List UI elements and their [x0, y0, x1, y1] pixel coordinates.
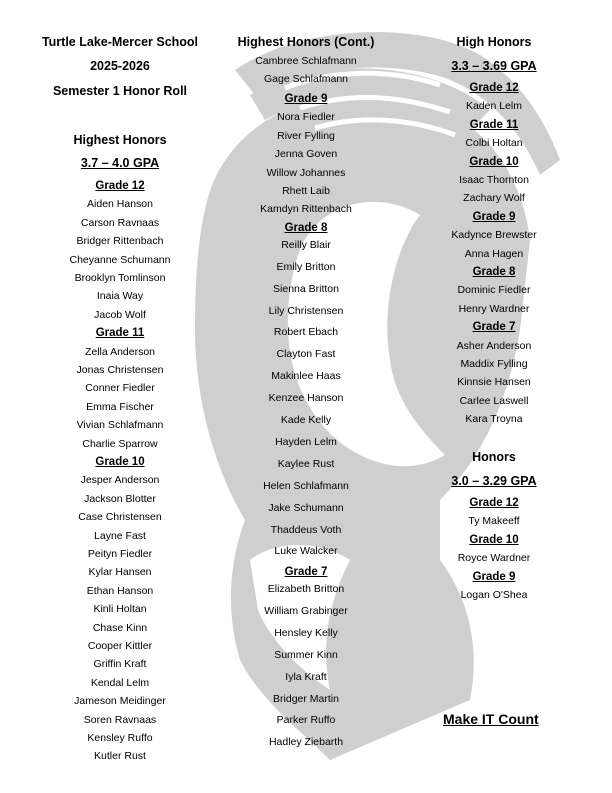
- student-name: Henry Wardner: [458, 302, 530, 315]
- student-name: Jackson Blotter: [84, 492, 156, 505]
- grade-label: Grade 12: [469, 497, 519, 509]
- student-name: Jacob Wolf: [94, 308, 146, 321]
- grade-label: Grade 10: [469, 155, 519, 168]
- grade-label: Grade 7: [472, 321, 516, 334]
- student-name: Emily Britton: [276, 260, 336, 273]
- student-name: Hadley Ziebarth: [268, 736, 344, 749]
- student-name: Maddix Fylling: [460, 358, 528, 370]
- slogan: Make IT Count: [443, 711, 539, 727]
- student-name: Robert Ebach: [273, 326, 339, 339]
- student-name: Kaden Lelm: [465, 100, 523, 113]
- student-name: Asher Anderson: [456, 339, 532, 352]
- grade-label: Grade 11: [469, 118, 519, 131]
- student-name: Elizabeth Britton: [267, 583, 345, 595]
- student-name: Brooklyn Tomlinson: [74, 272, 166, 284]
- student-name: Aiden Hanson: [87, 198, 153, 211]
- student-name: Case Christensen: [78, 511, 162, 524]
- student-name: Bridger Martin: [273, 692, 339, 705]
- student-name: Kara Troyna: [465, 413, 523, 426]
- student-name: Luke Walcker: [274, 545, 338, 558]
- student-name: Lily Christensen: [268, 304, 344, 317]
- student-name: Kaylee Rust: [277, 457, 335, 470]
- student-name: Carson Ravnaas: [80, 216, 160, 229]
- student-name: Layne Fast: [94, 529, 146, 542]
- student-name: Kensley Ruffo: [87, 732, 153, 744]
- section-heading: Highest Honors: [73, 133, 167, 147]
- student-name: Kinnsie Hansen: [457, 376, 531, 389]
- student-name: Kendal Lelm: [90, 676, 150, 689]
- student-name: Isaac Thornton: [459, 174, 529, 186]
- grade-label: Grade 12: [95, 180, 145, 192]
- student-name: Royce Wardner: [457, 552, 531, 565]
- student-name: Conner Fiedler: [85, 382, 155, 395]
- section-heading: Highest Honors (Cont.): [237, 35, 375, 49]
- student-name: Peityn Fiedler: [87, 548, 153, 560]
- student-name: Charlie Sparrow: [82, 437, 158, 450]
- grade-label: Grade 12: [469, 82, 519, 94]
- student-name: Willow Johannes: [266, 166, 346, 179]
- student-name: Sienna Britton: [273, 282, 339, 295]
- student-name: Jameson Meidinger: [74, 695, 166, 708]
- student-name: Iyla Kraft: [285, 670, 327, 683]
- student-name: Vivian Schlafmann: [76, 419, 164, 432]
- student-name: Dominic Fiedler: [457, 284, 531, 297]
- student-name: Ty Makeeff: [468, 515, 520, 528]
- student-name: Kamdyn Rittenbach: [260, 203, 352, 216]
- student-name: Kinli Holtan: [93, 603, 147, 616]
- student-name: Kade Kelly: [280, 414, 332, 426]
- student-name: Inaia Way: [96, 290, 144, 303]
- student-name: Gage Schlafmann: [263, 73, 349, 86]
- school-year: 2025-2026: [90, 59, 150, 73]
- student-name: Rhett Laib: [282, 185, 330, 197]
- student-name: Helen Schlafmann: [263, 479, 349, 492]
- grade-label: Grade 10: [95, 456, 145, 468]
- grade-label: Grade 8: [472, 266, 516, 278]
- student-name: Nora Fiedler: [277, 111, 335, 124]
- student-name: Jesper Anderson: [80, 474, 160, 487]
- student-name: Ethan Hanson: [86, 584, 154, 597]
- student-name: Chase Kinn: [92, 621, 148, 634]
- student-name: Kadynce Brewster: [451, 229, 537, 242]
- grade-label: Grade 9: [284, 93, 328, 105]
- student-name: Makinlee Haas: [271, 370, 341, 383]
- grade-label: Grade 9: [472, 210, 516, 223]
- student-name: Parker Ruffo: [276, 714, 336, 727]
- student-name: Griffin Kraft: [93, 658, 147, 671]
- student-name: Kutler Rust: [94, 750, 146, 763]
- student-name: Zella Anderson: [84, 345, 156, 358]
- grade-label: Grade 7: [284, 566, 328, 578]
- student-name: Anna Hagen: [464, 247, 524, 260]
- student-name: Jonas Christensen: [76, 364, 164, 376]
- student-name: Cooper Kittler: [87, 640, 153, 652]
- student-name: Reilly Blair: [281, 238, 331, 251]
- school-name: Turtle Lake-Mercer School: [41, 35, 199, 49]
- honor-roll-title: Semester 1 Honor Roll: [52, 84, 188, 98]
- student-name: Carlee Laswell: [459, 394, 529, 407]
- student-name: Zachary Wolf: [463, 192, 525, 205]
- student-name: Jake Schumann: [268, 501, 344, 514]
- student-name: Kylar Hansen: [88, 566, 152, 579]
- student-name: Jenna Goven: [274, 148, 338, 161]
- student-name: Cheyanne Schumann: [69, 253, 171, 266]
- student-name: Bridger Rittenbach: [76, 235, 164, 248]
- student-name: Kenzee Hanson: [268, 392, 344, 405]
- grade-label: Grade 10: [469, 533, 519, 546]
- student-name: Emma Fischer: [86, 400, 154, 413]
- student-name: Cambree Schlafmann: [255, 55, 357, 67]
- section-heading: Honors: [472, 450, 516, 464]
- grade-label: Grade 8: [284, 221, 328, 234]
- student-name: Logan O'Shea: [460, 589, 528, 601]
- student-name: Summer Kinn: [274, 648, 338, 661]
- section-heading: High Honors: [456, 35, 532, 49]
- gpa-range: 3.7 – 4.0 GPA: [80, 156, 160, 170]
- gpa-range: 3.3 – 3.69 GPA: [451, 59, 537, 73]
- student-name: Hayden Lelm: [275, 435, 337, 448]
- grade-label: Grade 11: [95, 327, 145, 340]
- student-name: Soren Ravnaas: [83, 713, 157, 726]
- gpa-range: 3.0 – 3.29 GPA: [451, 474, 537, 488]
- student-name: Thaddeus Voth: [270, 523, 342, 536]
- student-name: Clayton Fast: [276, 348, 336, 361]
- student-name: Hensley Kelly: [274, 626, 338, 639]
- student-name: Colbi Holtan: [465, 137, 523, 150]
- student-name: River Fylling: [277, 129, 335, 142]
- student-name: William Grabinger: [264, 604, 348, 617]
- grade-label: Grade 9: [472, 570, 516, 583]
